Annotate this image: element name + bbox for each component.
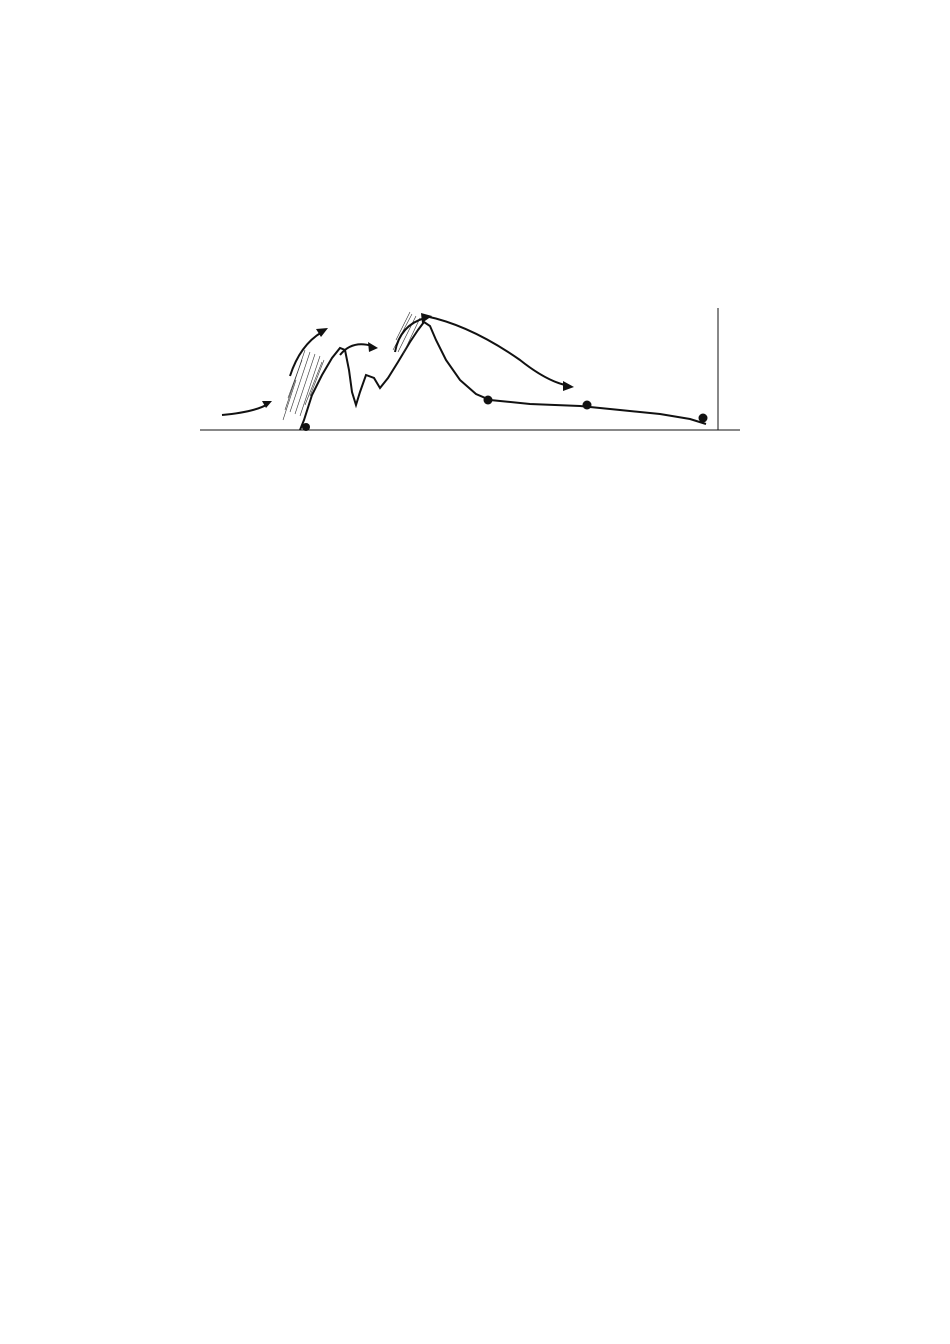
city-marker-4 (699, 414, 708, 423)
airflow-arrow (425, 316, 565, 385)
city-marker-3 (583, 401, 592, 410)
city-marker-2 (484, 396, 493, 405)
airflow-arrow (222, 404, 268, 415)
city-marker-1 (302, 423, 310, 431)
windward-hatch (283, 312, 420, 420)
airflow-arrow (290, 332, 322, 376)
terrain-profile (300, 322, 706, 430)
climate-figure (0, 0, 950, 610)
